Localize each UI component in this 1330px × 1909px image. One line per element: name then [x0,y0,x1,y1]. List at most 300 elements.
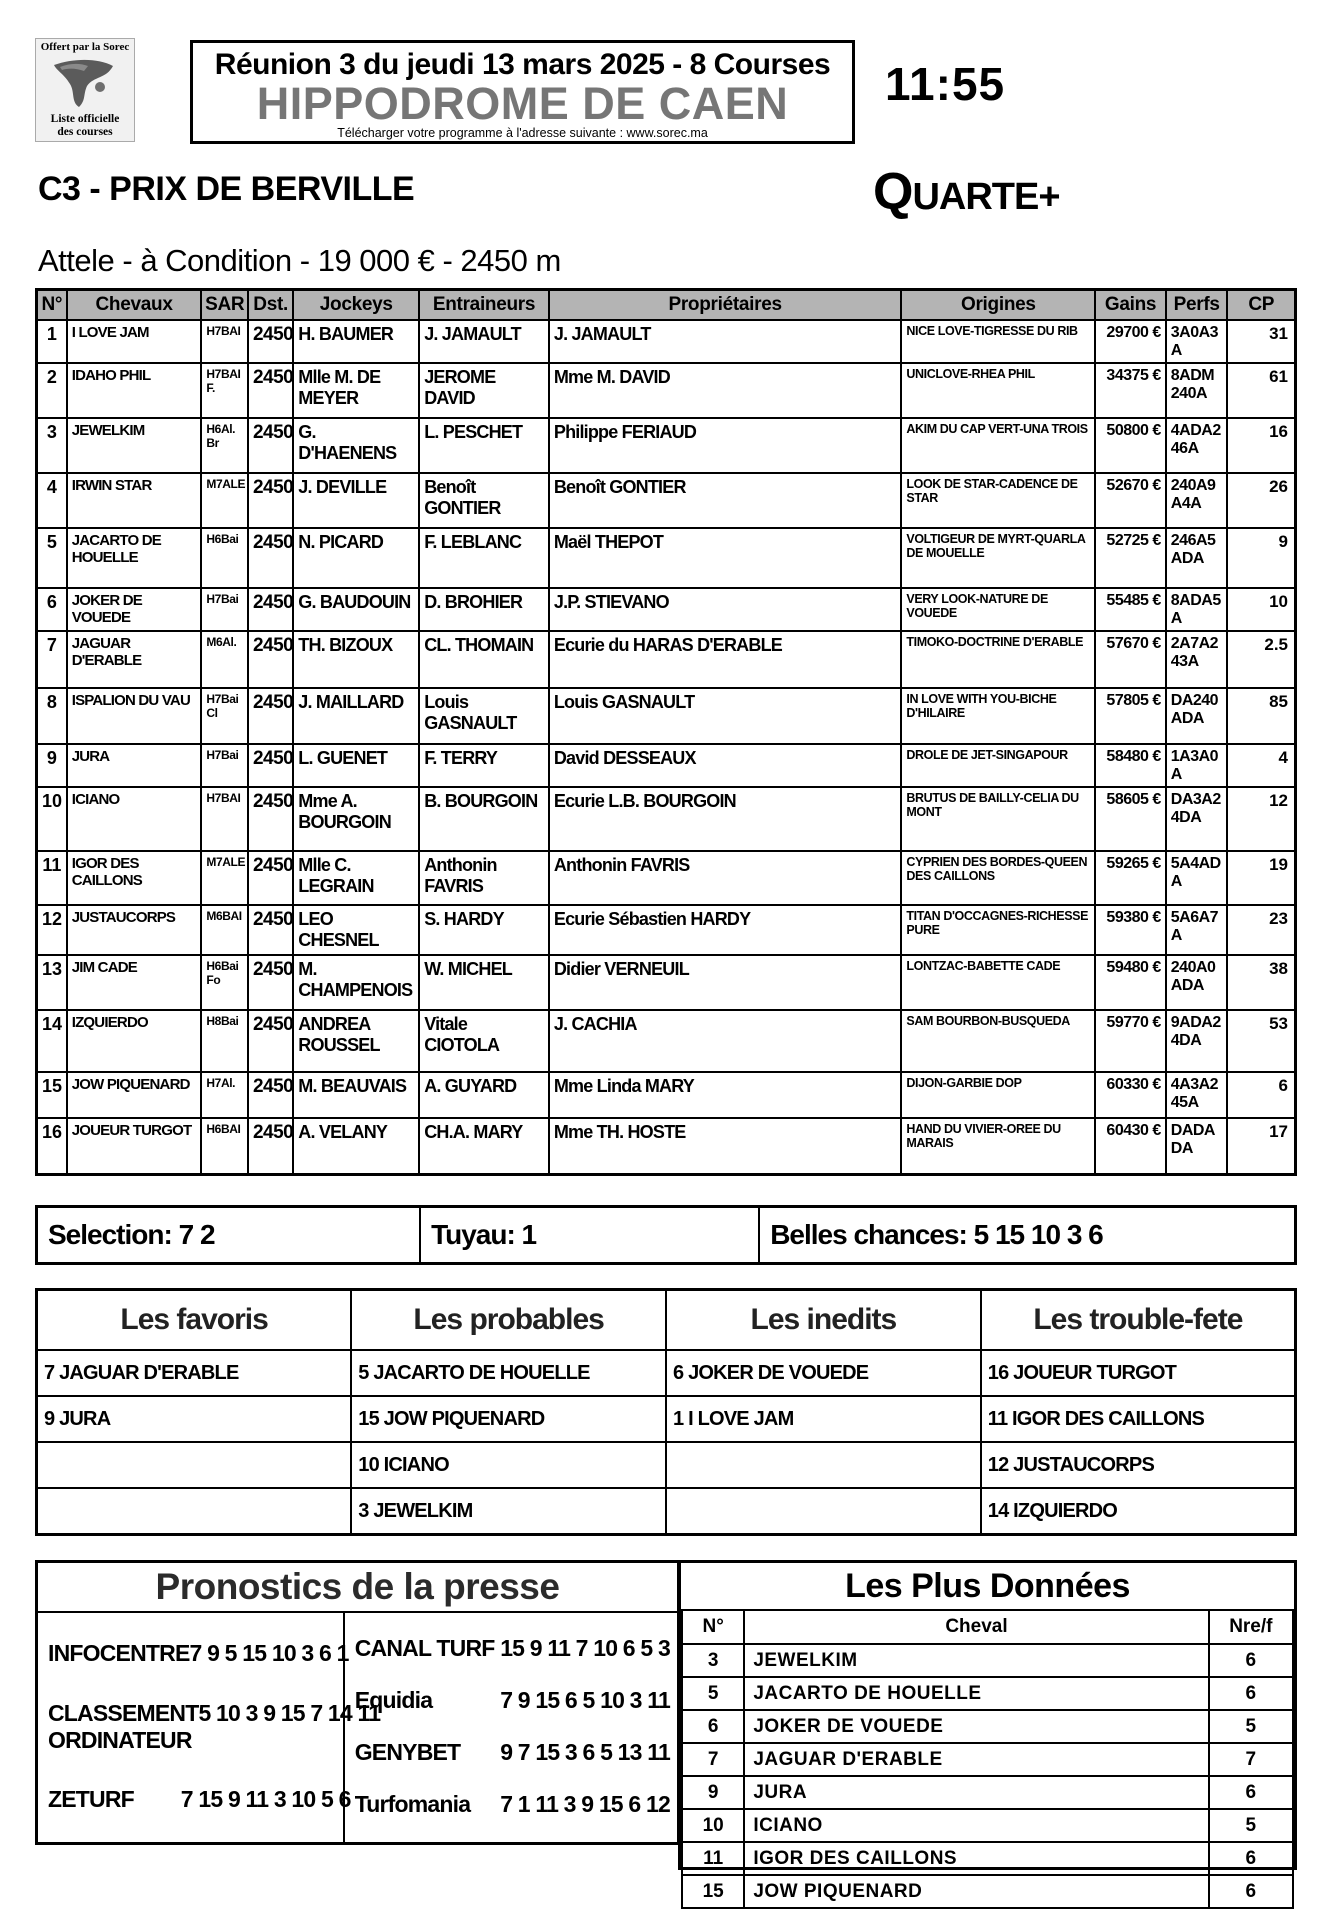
cell-dst: 2450 [248,528,293,588]
prediction-cell: 16 JOUEUR TURGOT [981,1350,1296,1396]
cell-owner: Ecurie du HARAS D'ERABLE [549,631,902,688]
press-columns [38,1613,677,1842]
prediction-row [37,1488,1296,1535]
cell-gains: 58605 € [1095,787,1166,851]
bet-type-initial: Q [873,163,913,221]
prediction-cell: 6 JOKER DE VOUEDE [666,1350,981,1396]
cell-cp: 10 [1227,588,1295,631]
column-header: Gains [1095,290,1166,321]
plus-column-header: Nre/f [1209,1610,1293,1644]
cell-horse: ICIANO [67,787,202,851]
press-column-left [38,1613,381,1842]
table-row [37,631,1296,688]
cell-horse: JOKER DE VOUEDE [67,588,202,631]
cell-jockey: J. MAILLARD [293,688,419,744]
selection-bar [35,1205,1297,1265]
plus-column-header: N° [682,1610,744,1644]
cell-horse-name: JEWELKIM [744,1644,1208,1677]
cell-jockey: LEO CHESNEL [293,905,419,955]
prediction-row [37,1350,1296,1396]
cell-horse: JACARTO DE HOUELLE [67,528,202,588]
press-selection-numbers: 7 1 11 3 9 15 6 12 [500,1790,670,1817]
column-header: SAR [201,290,248,321]
column-header: Dst. [248,290,293,321]
press-source-name: ZETURF [48,1786,134,1813]
cell-num: 8 [37,688,67,744]
prediction-column-title: Les trouble-fete [981,1290,1296,1351]
cell-sar: H7BAI [201,320,248,363]
cell-owner: Ecurie L.B. BOURGOIN [549,787,902,851]
cell-perfs: 246A5ADA [1166,528,1228,588]
cell-jockey: M. CHAMPENOIS [293,955,419,1010]
cell-trainer: Anthonin FAVRIS [419,851,549,905]
cell-jockey: J. DEVILLE [293,473,419,528]
cell-cp: 2.5 [1227,631,1295,688]
runners-table-header-row [37,290,1296,321]
cell-gains: 59265 € [1095,851,1166,905]
cell-sar: M7ALE [201,851,248,905]
cell-gains: 57805 € [1095,688,1166,744]
cell-horse: JUSTAUCORPS [67,905,202,955]
cell-owner: Anthonin FAVRIS [549,851,902,905]
cell-gains: 57670 € [1095,631,1166,688]
cell-num: 2 [37,363,67,418]
cell-origins: UNICLOVE-RHEA PHIL [901,363,1095,418]
cell-owner: Mme Linda MARY [549,1072,902,1118]
plus-column-header: Cheval [744,1610,1208,1644]
cell-trainer: Louis GASNAULT [419,688,549,744]
prediction-cell: 7 JAGUAR D'ERABLE [37,1350,352,1396]
plus-donnees-title: Les Plus Données [845,1567,1130,1605]
cell-owner: J. CACHIA [549,1010,902,1072]
prediction-cell [666,1442,981,1488]
bet-type-rest: UARTE+ [912,176,1060,218]
cell-owner: Louis GASNAULT [549,688,902,744]
cell-trainer: F. TERRY [419,744,549,787]
cell-origins: DROLE DE JET-SINGAPOUR [901,744,1095,787]
cell-trainer: S. HARDY [419,905,549,955]
cell-dst: 2450 [248,1010,293,1072]
horses-tbody [37,320,1296,1174]
cell-cp: 26 [1227,473,1295,528]
cell-origins: HAND DU VIVIER-OREE DU MARAIS [901,1118,1095,1174]
cell-cp: 38 [1227,955,1295,1010]
cell-num: 1 [37,320,67,363]
cell-sar: H6Bai Fo [201,955,248,1010]
cell-sar: H6BAI [201,1118,248,1174]
cell-cp: 6 [1227,1072,1295,1118]
table-row [37,787,1296,851]
cell-trainer: A. GUYARD [419,1072,549,1118]
prediction-cell: 1 I LOVE JAM [666,1396,981,1442]
race-time: 11:55 [885,58,1006,110]
cell-gains: 55485 € [1095,588,1166,631]
press-source-name: Equidia [354,1687,433,1714]
cell-cp: 12 [1227,787,1295,851]
sorec-logo-box [35,38,135,142]
cell-trainer: J. JAMAULT [419,320,549,363]
cell-sar: H6Al. Br [201,418,248,473]
cell-origins: VOLTIGEUR DE MYRT-QUARLA DE MOUELLE [901,528,1095,588]
race-conditions: Attele - à Condition - 19 000 € - 2450 m [38,243,561,278]
cell-cp: 61 [1227,363,1295,418]
selection-cell: Selection: 7 2 [38,1208,421,1262]
cell-cp: 4 [1227,744,1295,787]
cell-horse: JOW PIQUENARD [67,1072,202,1118]
cell-cp: 16 [1227,418,1295,473]
cell-horse-name: ICIANO [744,1809,1208,1842]
cell-sar: H7Al. [201,1072,248,1118]
cell-owner: J. JAMAULT [549,320,902,363]
prediction-cell: 12 JUSTAUCORPS [981,1442,1296,1488]
cell-origins: NICE LOVE-TIGRESSE DU RIB [901,320,1095,363]
plus-donnees-header-row [682,1610,1293,1644]
predictions-header-row [37,1290,1296,1351]
cell-dst: 2450 [248,744,293,787]
prediction-cell: 3 JEWELKIM [351,1488,666,1535]
cell-perfs: 240A0ADA [1166,955,1228,1010]
cell-sar: H8Bai [201,1010,248,1072]
plus-row [682,1875,1293,1908]
press-selection-numbers: 15 9 11 7 10 6 5 3 [500,1635,670,1662]
press-column-right [345,1613,677,1842]
cell-trainer: Benoît GONTIER [419,473,549,528]
plus-row [682,1743,1293,1776]
cell-jockey: L. GUENET [293,744,419,787]
plus-donnees-box [678,1560,1297,1902]
venue-title: HIPPODROME DE CAEN [256,78,789,129]
table-row [37,1072,1296,1118]
prediction-cell: 5 JACARTO DE HOUELLE [351,1350,666,1396]
cell-num: 7 [37,631,67,688]
cell-cp: 31 [1227,320,1295,363]
cell-owner: Philippe FERIAUD [549,418,902,473]
prediction-cell [37,1442,352,1488]
tuyau-cell: Tuyau: 1 [421,1208,760,1262]
cell-cp: 9 [1227,528,1295,588]
cell-perfs: 3A0A3A [1166,320,1228,363]
meeting-header-box [190,40,855,144]
cell-owner: Mme M. DAVID [549,363,902,418]
cell-perfs: 4A3A245A [1166,1072,1228,1118]
cell-horse: IRWIN STAR [67,473,202,528]
cell-cp: 85 [1227,688,1295,744]
press-title: Pronostics de la presse [38,1563,677,1613]
cell-perfs: DA240ADA [1166,688,1228,744]
cell-owner: Mme TH. HOSTE [549,1118,902,1174]
cell-number: 9 [682,1776,744,1809]
prediction-cell: 10 ICIANO [351,1442,666,1488]
column-header: Propriétaires [549,290,902,321]
plus-row [682,1809,1293,1842]
cell-origins: AKIM DU CAP VERT-UNA TROIS [901,418,1095,473]
cell-horse-name: JURA [744,1776,1208,1809]
cell-num: 12 [37,905,67,955]
press-selection-numbers: 7 15 9 11 3 10 5 6 [180,1786,351,1813]
cell-number: 11 [682,1842,744,1875]
cell-trainer: F. LEBLANC [419,528,549,588]
column-header: Perfs [1166,290,1228,321]
press-selection-numbers: 7 9 5 15 10 3 6 1 [189,1639,349,1666]
cell-sar: H6Bai [201,528,248,588]
prediction-cell: 15 JOW PIQUENARD [351,1396,666,1442]
cell-dst: 2450 [248,1072,293,1118]
column-header: CP [1227,290,1295,321]
download-note: Télécharger votre programme à l'adresse suivante : www.sorec.ma [337,126,708,140]
cell-origins: CYPRIEN DES BORDES-QUEEN DES CAILLONS [901,851,1095,905]
prediction-cell [37,1488,352,1535]
cell-sar: H7Bai [201,744,248,787]
plus-row [682,1710,1293,1743]
cell-sar: H7Bai Cl [201,688,248,744]
cell-trainer: D. BROHIER [419,588,549,631]
press-selection-numbers: 5 10 3 9 15 7 14 11 [198,1700,381,1727]
prediction-row [37,1396,1296,1442]
cell-horse-name: JACARTO DE HOUELLE [744,1677,1208,1710]
cell-trainer: W. MICHEL [419,955,549,1010]
cell-jockey: ANDREA ROUSSEL [293,1010,419,1072]
cell-gains: 60430 € [1095,1118,1166,1174]
cell-nref: 5 [1209,1809,1293,1842]
cell-num: 5 [37,528,67,588]
cell-dst: 2450 [248,363,293,418]
press-source-name: CANAL TURF [354,1635,495,1662]
cell-trainer: CL. THOMAIN [419,631,549,688]
cell-owner: Benoît GONTIER [549,473,902,528]
column-header: Chevaux [67,290,202,321]
cell-jockey: H. BAUMER [293,320,419,363]
cell-horse: JURA [67,744,202,787]
cell-gains: 50800 € [1095,418,1166,473]
cell-perfs: 4ADA246A [1166,418,1228,473]
cell-gains: 60330 € [1095,1072,1166,1118]
press-source-name: GENYBET [354,1738,461,1765]
cell-sar: M6BAI [201,905,248,955]
column-header: Origines [901,290,1095,321]
cell-origins: TITAN D'OCCAGNES-RICHESSE PURE [901,905,1095,955]
prediction-cell [666,1488,981,1535]
cell-dst: 2450 [248,473,293,528]
table-row [37,320,1296,363]
cell-origins: SAM BOURBON-BUSQUEDA [901,1010,1095,1072]
cell-cp: 19 [1227,851,1295,905]
table-row [37,1010,1296,1072]
prediction-column-title: Les inedits [666,1290,981,1351]
cell-horse: JEWELKIM [67,418,202,473]
press-source-name: INFOCENTRE [48,1639,190,1666]
cell-nref: 6 [1209,1644,1293,1677]
cell-owner: Didier VERNEUIL [549,955,902,1010]
column-header: N° [37,290,67,321]
cell-owner: David DESSEAUX [549,744,902,787]
cell-dst: 2450 [248,320,293,363]
cell-perfs: 5A4ADA [1166,851,1228,905]
cell-dst: 2450 [248,905,293,955]
cell-number: 10 [682,1809,744,1842]
table-row [37,851,1296,905]
cell-sar: H7Bai [201,588,248,631]
cell-jockey: N. PICARD [293,528,419,588]
plus-row [682,1677,1293,1710]
cell-cp: 17 [1227,1118,1295,1174]
cell-jockey: M. BEAUVAIS [293,1072,419,1118]
cell-dst: 2450 [248,688,293,744]
cell-gains: 29700 € [1095,320,1166,363]
plus-row [682,1644,1293,1677]
cell-dst: 2450 [248,1118,293,1174]
table-row [37,528,1296,588]
cell-nref: 6 [1209,1875,1293,1908]
cell-origins: LOOK DE STAR-CADENCE DE STAR [901,473,1095,528]
cell-horse-name: JAGUAR D'ERABLE [744,1743,1208,1776]
cell-jockey: Mlle C. LEGRAIN [293,851,419,905]
cell-number: 5 [682,1677,744,1710]
cell-trainer: L. PESCHET [419,418,549,473]
cell-gains: 52725 € [1095,528,1166,588]
table-row [37,588,1296,631]
cell-horse-name: JOW PIQUENARD [744,1875,1208,1908]
cell-cp: 53 [1227,1010,1295,1072]
cell-nref: 6 [1209,1842,1293,1875]
column-header: Entraineurs [419,290,549,321]
cell-number: 3 [682,1644,744,1677]
cell-horse: JOUEUR TURGOT [67,1118,202,1174]
cell-nref: 6 [1209,1776,1293,1809]
cell-horse: JAGUAR D'ERABLE [67,631,202,688]
cell-nref: 6 [1209,1677,1293,1710]
cell-gains: 52670 € [1095,473,1166,528]
cell-origins: DIJON-GARBIE DOP [901,1072,1095,1118]
cell-num: 4 [37,473,67,528]
race-title: C3 - PRIX DE BERVILLE [38,170,415,208]
cell-nref: 5 [1209,1710,1293,1743]
cell-num: 9 [37,744,67,787]
cell-origins: IN LOVE WITH YOU-BICHE D'HILAIRE [901,688,1095,744]
cell-jockey: G. BAUDOUIN [293,588,419,631]
cell-number: 7 [682,1743,744,1776]
table-row [37,688,1296,744]
cell-horse: ISPALION DU VAU [67,688,202,744]
cell-owner: Maël THEPOT [549,528,902,588]
cell-horse-name: IGOR DES CAILLONS [744,1842,1208,1875]
press-selection-numbers: 7 9 15 6 5 10 3 11 [500,1687,670,1714]
table-row [37,955,1296,1010]
cell-owner: Ecurie Sébastien HARDY [549,905,902,955]
cell-sar: H7BAI F. [201,363,248,418]
cell-sar: M7ALE [201,473,248,528]
cell-nref: 7 [1209,1743,1293,1776]
press-entry [48,1786,351,1813]
press-pronostics-box [35,1560,680,1845]
press-entry [355,1739,671,1766]
cell-dst: 2450 [248,418,293,473]
cell-horse: IZQUIERDO [67,1010,202,1072]
cell-num: 13 [37,955,67,1010]
cell-sar: M6Al. [201,631,248,688]
plus-row [682,1842,1293,1875]
table-row [37,905,1296,955]
cell-num: 10 [37,787,67,851]
cell-gains: 34375 € [1095,363,1166,418]
table-row [37,363,1296,418]
cell-perfs: 5A6A7A [1166,905,1228,955]
cell-origins: BRUTUS DE BAILLY-CELIA DU MONT [901,787,1095,851]
press-source-name: Turfomania [354,1790,471,1817]
cell-gains: 59480 € [1095,955,1166,1010]
cell-trainer: Vitale CIOTOLA [419,1010,549,1072]
cell-dst: 2450 [248,787,293,851]
press-entry [355,1635,671,1662]
press-entry [48,1700,381,1753]
press-source-name: CLASSEMENT ORDINATEUR [48,1700,199,1753]
cell-num: 11 [37,851,67,905]
table-row [37,473,1296,528]
cell-jockey: Mme A. BOURGOIN [293,787,419,851]
prediction-cell: 9 JURA [37,1396,352,1442]
prediction-column-title: Les favoris [37,1290,352,1351]
cell-trainer: CH.A. MARY [419,1118,549,1174]
press-entry [355,1687,671,1714]
logo-top-text: Offert par la Sorec [40,41,130,53]
press-selection-numbers: 9 7 15 3 6 5 13 11 [500,1738,670,1765]
cell-perfs: DA3A24DA [1166,787,1228,851]
cell-gains: 58480 € [1095,744,1166,787]
cell-horse: IGOR DES CAILLONS [67,851,202,905]
column-header: Jockeys [293,290,419,321]
cell-perfs: DADADA [1166,1118,1228,1174]
cell-dst: 2450 [248,588,293,631]
cell-jockey: A. VELANY [293,1118,419,1174]
cell-jockey: TH. BIZOUX [293,631,419,688]
meeting-title: Réunion 3 du jeudi 13 mars 2025 - 8 Courses [214,48,831,81]
cell-dst: 2450 [248,851,293,905]
cell-horse: I LOVE JAM [67,320,202,363]
table-row [37,744,1296,787]
cell-perfs: 1A3A0A [1166,744,1228,787]
cell-number: 6 [682,1710,744,1743]
cell-horse: IDAHO PHIL [67,363,202,418]
cell-num: 6 [37,588,67,631]
prediction-column-title: Les probables [351,1290,666,1351]
cell-horse-name: JOKER DE VOUEDE [744,1710,1208,1743]
cell-origins: TIMOKO-DOCTRINE D'ERABLE [901,631,1095,688]
cell-num: 3 [37,418,67,473]
cell-horse: JIM CADE [67,955,202,1010]
cell-trainer: JEROME DAVID [419,363,549,418]
cell-num: 16 [37,1118,67,1174]
cell-jockey: Mlle M. DE MEYER [293,363,419,418]
plus-row [682,1776,1293,1809]
cell-origins: VERY LOOK-NATURE DE VOUEDE [901,588,1095,631]
cell-cp: 23 [1227,905,1295,955]
prediction-row [37,1442,1296,1488]
press-entry [355,1791,671,1818]
cell-perfs: 9ADA24DA [1166,1010,1228,1072]
cell-sar: H7BAI [201,787,248,851]
cell-num: 15 [37,1072,67,1118]
cell-perfs: 2A7A243A [1166,631,1228,688]
table-row [37,418,1296,473]
cell-trainer: B. BOURGOIN [419,787,549,851]
cell-dst: 2450 [248,631,293,688]
predictions-table [35,1288,1297,1536]
cell-perfs: 8ADM240A [1166,363,1228,418]
cell-perfs: 240A9A4A [1166,473,1228,528]
prediction-cell: 14 IZQUIERDO [981,1488,1296,1535]
cell-gains: 59380 € [1095,905,1166,955]
sorec-horse-logo-icon [50,57,120,109]
table-row [37,1118,1296,1174]
